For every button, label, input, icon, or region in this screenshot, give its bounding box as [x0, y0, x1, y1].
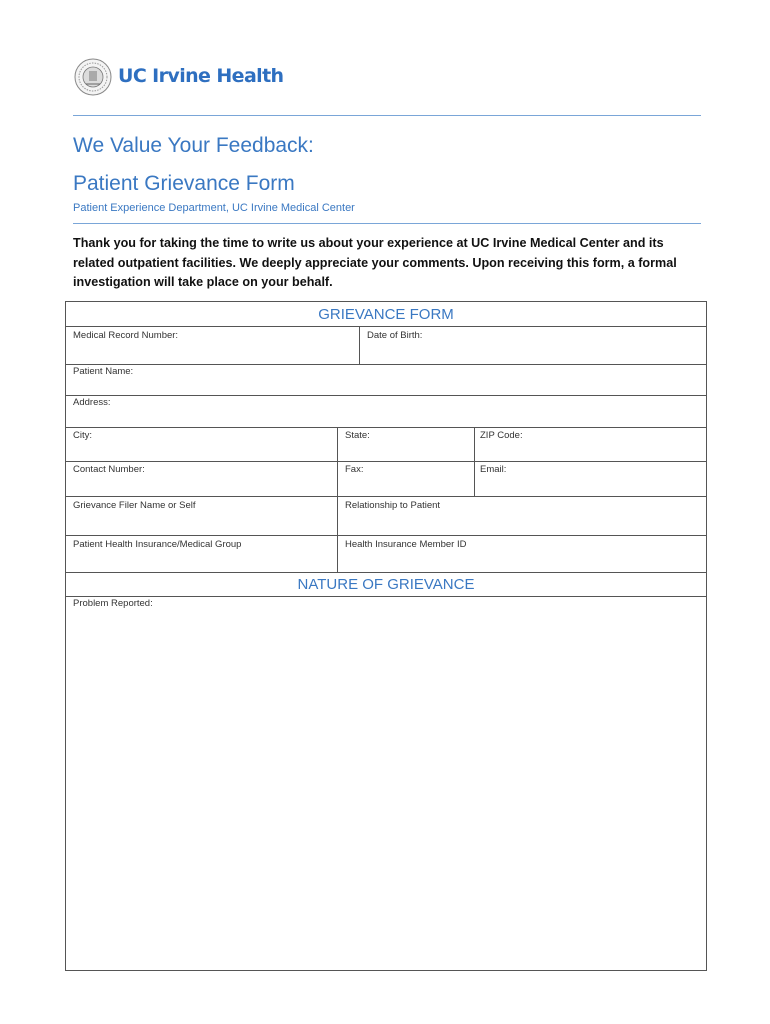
nature-of-grievance-heading: NATURE OF GRIEVANCE — [297, 576, 475, 593]
contact-number-field[interactable]: Contact Number: — [73, 464, 145, 475]
row-divider — [66, 364, 706, 365]
grievance-form — [65, 301, 707, 971]
insurance-field[interactable]: Patient Health Insurance/Medical Group — [73, 539, 242, 550]
column-divider — [474, 427, 475, 496]
zip-code-field[interactable]: ZIP Code: — [480, 430, 523, 441]
row-divider — [66, 596, 706, 597]
date-of-birth-field[interactable]: Date of Birth: — [367, 330, 423, 341]
row-divider — [66, 572, 706, 573]
fax-field[interactable]: Fax: — [345, 464, 364, 475]
page-title: We Value Your Feedback: — [73, 134, 314, 157]
title-divider — [73, 223, 701, 224]
state-field[interactable]: State: — [345, 430, 370, 441]
grievance-form-heading: GRIEVANCE FORM — [318, 306, 454, 323]
ucirvine-seal-icon — [74, 58, 112, 96]
row-divider — [66, 535, 706, 536]
form-title: Patient Grievance Form — [73, 172, 295, 195]
patient-name-field[interactable]: Patient Name: — [73, 366, 134, 377]
brand-name: UC Irvine Health — [118, 65, 284, 87]
row-divider — [66, 427, 706, 428]
department-subtitle: Patient Experience Department, UC Irvine Medical Center — [73, 202, 355, 214]
row-divider — [66, 496, 706, 497]
filer-name-field[interactable]: Grievance Filer Name or Self — [73, 500, 196, 511]
medical-record-number-field[interactable]: Medical Record Number: — [73, 330, 179, 341]
header-divider — [73, 115, 701, 116]
relationship-field[interactable]: Relationship to Patient — [345, 500, 441, 511]
column-divider — [359, 326, 360, 364]
intro-paragraph: Thank you for taking the time to write us about your experience at UC Irvine Medical Center and its related outpatient facilities. We deeply appreciate your comments. Upon receiving this form, a formal investigation will take place on your behalf. — [73, 236, 677, 289]
member-id-field[interactable]: Health Insurance Member ID — [345, 539, 467, 550]
problem-reported-field[interactable]: Problem Reported: — [73, 598, 153, 609]
column-divider — [337, 427, 338, 572]
row-divider — [66, 395, 706, 396]
row-divider — [66, 461, 706, 462]
email-field[interactable]: Email: — [480, 464, 507, 475]
brand-logo — [74, 58, 294, 98]
city-field[interactable]: City: — [73, 430, 92, 441]
row-divider — [66, 326, 706, 327]
address-field[interactable]: Address: — [73, 397, 111, 408]
